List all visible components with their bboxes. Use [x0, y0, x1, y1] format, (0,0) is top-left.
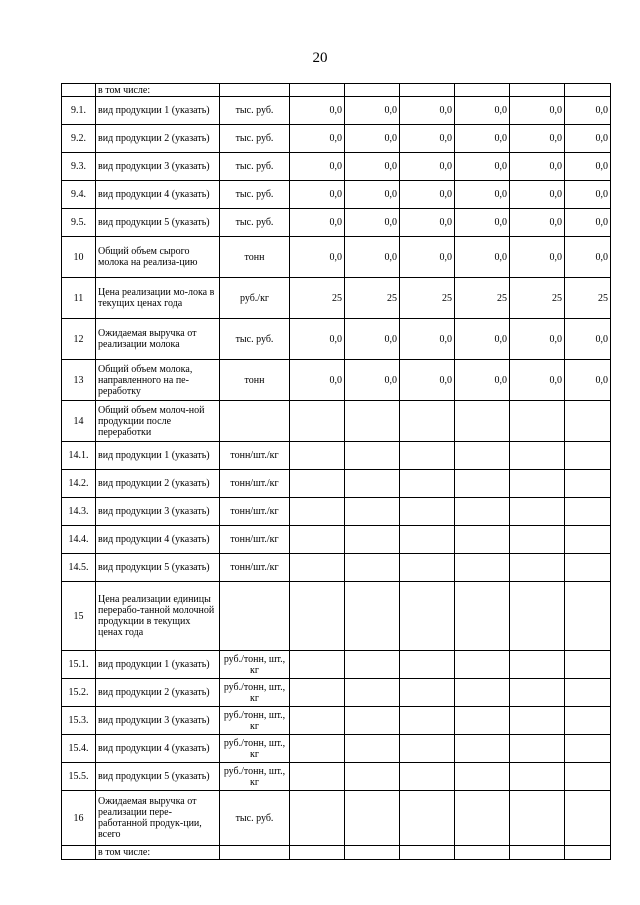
value-cell — [400, 846, 455, 860]
value-cell: 0,0 — [400, 209, 455, 237]
value-cell: 0,0 — [565, 153, 611, 181]
value-cell — [400, 651, 455, 679]
table-row — [62, 707, 611, 735]
row-number: 12 — [62, 319, 96, 360]
value-cell: 0,0 — [290, 125, 345, 153]
row-unit — [220, 401, 290, 442]
value-cell — [565, 84, 611, 97]
value-cell: 0,0 — [290, 360, 345, 401]
row-unit: тыс. руб. — [220, 153, 290, 181]
row-name: Цена реализации мо-лока в текущих ценах года — [96, 278, 220, 319]
row-unit: тонн/шт./кг — [220, 526, 290, 554]
table-row — [62, 791, 611, 846]
table-row — [62, 360, 611, 401]
value-cell — [510, 401, 565, 442]
value-cell — [345, 791, 400, 846]
row-unit: руб./тонн, шт., кг — [220, 707, 290, 735]
row-number: 15.1. — [62, 651, 96, 679]
table-row — [62, 846, 611, 860]
value-cell: 0,0 — [290, 319, 345, 360]
value-cell — [510, 763, 565, 791]
value-cell — [510, 846, 565, 860]
value-cell: 0,0 — [565, 209, 611, 237]
value-cell — [345, 763, 400, 791]
table-body — [62, 84, 611, 860]
value-cell — [565, 401, 611, 442]
row-unit: тонн — [220, 360, 290, 401]
row-name: Общий объем молока, направленного на пе-реработку — [96, 360, 220, 401]
row-name: в том числе: — [96, 84, 220, 97]
value-cell: 0,0 — [345, 360, 400, 401]
row-unit: тыс. руб. — [220, 791, 290, 846]
row-number: 14.5. — [62, 554, 96, 582]
value-cell: 0,0 — [510, 153, 565, 181]
row-unit: руб./тонн, шт., кг — [220, 651, 290, 679]
row-unit: тыс. руб. — [220, 97, 290, 125]
table-row — [62, 526, 611, 554]
table-row — [62, 679, 611, 707]
row-number: 15 — [62, 582, 96, 651]
value-cell — [455, 679, 510, 707]
row-name: Ожидаемая выручка от реализации молока — [96, 319, 220, 360]
value-cell — [565, 526, 611, 554]
value-cell — [565, 554, 611, 582]
row-number: 16 — [62, 791, 96, 846]
value-cell: 0,0 — [510, 97, 565, 125]
table-row — [62, 401, 611, 442]
row-unit: руб./тонн, шт., кг — [220, 735, 290, 763]
row-unit: руб./тонн, шт., кг — [220, 763, 290, 791]
value-cell — [455, 470, 510, 498]
value-cell — [400, 554, 455, 582]
row-name: вид продукции 5 (указать) — [96, 763, 220, 791]
value-cell — [345, 498, 400, 526]
value-cell — [345, 84, 400, 97]
value-cell — [455, 707, 510, 735]
value-cell — [290, 470, 345, 498]
value-cell: 25 — [290, 278, 345, 319]
value-cell — [510, 84, 565, 97]
row-number — [62, 846, 96, 860]
value-cell: 0,0 — [455, 153, 510, 181]
value-cell: 0,0 — [455, 97, 510, 125]
value-cell: 0,0 — [565, 237, 611, 278]
value-cell — [510, 791, 565, 846]
value-cell: 0,0 — [290, 237, 345, 278]
value-cell: 0,0 — [510, 237, 565, 278]
row-unit — [220, 582, 290, 651]
table-row — [62, 735, 611, 763]
row-number: 10 — [62, 237, 96, 278]
row-number: 13 — [62, 360, 96, 401]
value-cell — [345, 735, 400, 763]
value-cell — [510, 707, 565, 735]
value-cell: 0,0 — [565, 97, 611, 125]
row-unit: тыс. руб. — [220, 125, 290, 153]
row-number: 9.2. — [62, 125, 96, 153]
value-cell — [400, 763, 455, 791]
row-number: 15.2. — [62, 679, 96, 707]
value-cell — [510, 554, 565, 582]
row-number: 11 — [62, 278, 96, 319]
value-cell — [565, 763, 611, 791]
value-cell — [455, 84, 510, 97]
row-number: 9.4. — [62, 181, 96, 209]
row-unit: тонн/шт./кг — [220, 470, 290, 498]
table-row — [62, 153, 611, 181]
value-cell: 0,0 — [290, 209, 345, 237]
value-cell: 0,0 — [510, 181, 565, 209]
row-name: Общий объем сырого молока на реализа-цию — [96, 237, 220, 278]
value-cell — [565, 791, 611, 846]
row-name: вид продукции 1 (указать) — [96, 651, 220, 679]
table-row — [62, 470, 611, 498]
value-cell — [400, 84, 455, 97]
table-row — [62, 125, 611, 153]
row-unit: тонн — [220, 237, 290, 278]
value-cell: 0,0 — [345, 181, 400, 209]
row-unit: тыс. руб. — [220, 209, 290, 237]
value-cell: 0,0 — [400, 97, 455, 125]
row-number: 14.2. — [62, 470, 96, 498]
value-cell — [290, 651, 345, 679]
value-cell — [510, 735, 565, 763]
value-cell — [290, 679, 345, 707]
value-cell — [565, 707, 611, 735]
value-cell: 25 — [510, 278, 565, 319]
value-cell — [455, 735, 510, 763]
value-cell — [400, 526, 455, 554]
value-cell: 0,0 — [290, 97, 345, 125]
row-unit: тыс. руб. — [220, 181, 290, 209]
value-cell: 0,0 — [565, 360, 611, 401]
value-cell: 0,0 — [400, 181, 455, 209]
value-cell — [455, 846, 510, 860]
row-number: 14.1. — [62, 442, 96, 470]
value-cell — [290, 401, 345, 442]
row-name: вид продукции 2 (указать) — [96, 470, 220, 498]
row-name: вид продукции 4 (указать) — [96, 735, 220, 763]
value-cell — [565, 442, 611, 470]
table-row — [62, 763, 611, 791]
value-cell — [510, 651, 565, 679]
value-cell: 0,0 — [565, 319, 611, 360]
value-cell — [565, 846, 611, 860]
row-number: 9.5. — [62, 209, 96, 237]
row-name: вид продукции 3 (указать) — [96, 498, 220, 526]
row-unit — [220, 84, 290, 97]
value-cell — [290, 763, 345, 791]
value-cell — [400, 442, 455, 470]
value-cell — [290, 707, 345, 735]
row-name: в том числе: — [96, 846, 220, 860]
table-row — [62, 442, 611, 470]
value-cell — [290, 498, 345, 526]
value-cell — [510, 526, 565, 554]
value-cell — [455, 763, 510, 791]
value-cell: 0,0 — [345, 319, 400, 360]
data-table — [61, 83, 611, 860]
row-number: 14 — [62, 401, 96, 442]
table-row — [62, 237, 611, 278]
row-unit: тонн/шт./кг — [220, 442, 290, 470]
value-cell — [290, 735, 345, 763]
value-cell: 0,0 — [455, 209, 510, 237]
value-cell — [455, 554, 510, 582]
value-cell: 0,0 — [455, 237, 510, 278]
value-cell — [345, 582, 400, 651]
value-cell: 0,0 — [455, 360, 510, 401]
value-cell — [510, 498, 565, 526]
value-cell — [290, 846, 345, 860]
row-name: вид продукции 4 (указать) — [96, 181, 220, 209]
row-name: вид продукции 5 (указать) — [96, 209, 220, 237]
value-cell — [565, 498, 611, 526]
row-number: 9.3. — [62, 153, 96, 181]
value-cell — [290, 442, 345, 470]
table-row — [62, 181, 611, 209]
value-cell — [290, 526, 345, 554]
page-number: 20 — [312, 50, 328, 66]
row-number: 15.3. — [62, 707, 96, 735]
value-cell — [565, 651, 611, 679]
row-unit — [220, 846, 290, 860]
row-name: вид продукции 1 (указать) — [96, 442, 220, 470]
value-cell — [400, 735, 455, 763]
value-cell: 0,0 — [455, 181, 510, 209]
value-cell: 0,0 — [290, 181, 345, 209]
value-cell: 0,0 — [345, 97, 400, 125]
value-cell — [345, 679, 400, 707]
value-cell: 0,0 — [510, 319, 565, 360]
value-cell: 0,0 — [400, 125, 455, 153]
value-cell — [510, 470, 565, 498]
table-row — [62, 97, 611, 125]
value-cell: 25 — [455, 278, 510, 319]
value-cell — [565, 582, 611, 651]
row-name: Ожидаемая выручка от реализации пере-работанной продук-ции, всего — [96, 791, 220, 846]
value-cell — [455, 651, 510, 679]
row-name: Цена реализации единицы перерабо-танной молочной продукции в текущих ценах года — [96, 582, 220, 651]
row-number: 14.3. — [62, 498, 96, 526]
value-cell — [400, 470, 455, 498]
table-row — [62, 209, 611, 237]
value-cell: 0,0 — [455, 319, 510, 360]
row-number: 9.1. — [62, 97, 96, 125]
value-cell — [290, 84, 345, 97]
value-cell — [345, 442, 400, 470]
value-cell: 25 — [345, 278, 400, 319]
value-cell — [345, 470, 400, 498]
value-cell: 0,0 — [400, 153, 455, 181]
value-cell — [455, 582, 510, 651]
value-cell: 0,0 — [565, 125, 611, 153]
table-row — [62, 84, 611, 97]
value-cell: 0,0 — [565, 181, 611, 209]
value-cell — [290, 791, 345, 846]
value-cell — [345, 707, 400, 735]
value-cell: 0,0 — [510, 209, 565, 237]
value-cell: 0,0 — [345, 125, 400, 153]
value-cell: 0,0 — [345, 153, 400, 181]
row-number: 14.4. — [62, 526, 96, 554]
row-number — [62, 84, 96, 97]
row-name: вид продукции 5 (указать) — [96, 554, 220, 582]
table-row — [62, 319, 611, 360]
value-cell — [510, 582, 565, 651]
row-unit: тонн/шт./кг — [220, 554, 290, 582]
value-cell: 0,0 — [510, 360, 565, 401]
value-cell — [290, 582, 345, 651]
row-number: 15.5. — [62, 763, 96, 791]
value-cell: 0,0 — [400, 360, 455, 401]
table-row — [62, 651, 611, 679]
value-cell — [510, 679, 565, 707]
row-name: вид продукции 2 (указать) — [96, 125, 220, 153]
value-cell — [345, 526, 400, 554]
value-cell — [510, 442, 565, 470]
table-row — [62, 582, 611, 651]
value-cell: 0,0 — [345, 209, 400, 237]
row-name: вид продукции 4 (указать) — [96, 526, 220, 554]
row-name: вид продукции 3 (указать) — [96, 153, 220, 181]
value-cell — [400, 707, 455, 735]
row-name: вид продукции 2 (указать) — [96, 679, 220, 707]
row-name: вид продукции 3 (указать) — [96, 707, 220, 735]
value-cell — [400, 679, 455, 707]
value-cell — [290, 554, 345, 582]
value-cell — [455, 442, 510, 470]
value-cell — [400, 498, 455, 526]
value-cell — [400, 582, 455, 651]
value-cell: 0,0 — [290, 153, 345, 181]
row-unit: руб./кг — [220, 278, 290, 319]
row-unit: тыс. руб. — [220, 319, 290, 360]
row-number: 15.4. — [62, 735, 96, 763]
value-cell — [565, 470, 611, 498]
value-cell — [455, 401, 510, 442]
row-name: Общий объем молоч-ной продукции после переработки — [96, 401, 220, 442]
value-cell — [400, 401, 455, 442]
value-cell: 0,0 — [455, 125, 510, 153]
table-row — [62, 498, 611, 526]
value-cell: 25 — [565, 278, 611, 319]
value-cell — [345, 554, 400, 582]
row-unit: тонн/шт./кг — [220, 498, 290, 526]
value-cell — [455, 498, 510, 526]
value-cell: 25 — [400, 278, 455, 319]
table-row — [62, 554, 611, 582]
value-cell — [345, 401, 400, 442]
value-cell — [565, 735, 611, 763]
value-cell — [345, 846, 400, 860]
row-name: вид продукции 1 (указать) — [96, 97, 220, 125]
table-row — [62, 278, 611, 319]
value-cell — [400, 791, 455, 846]
value-cell — [455, 791, 510, 846]
value-cell: 0,0 — [345, 237, 400, 278]
value-cell: 0,0 — [510, 125, 565, 153]
value-cell — [565, 679, 611, 707]
row-unit: руб./тонн, шт., кг — [220, 679, 290, 707]
value-cell: 0,0 — [400, 237, 455, 278]
value-cell — [455, 526, 510, 554]
value-cell: 0,0 — [400, 319, 455, 360]
value-cell — [345, 651, 400, 679]
